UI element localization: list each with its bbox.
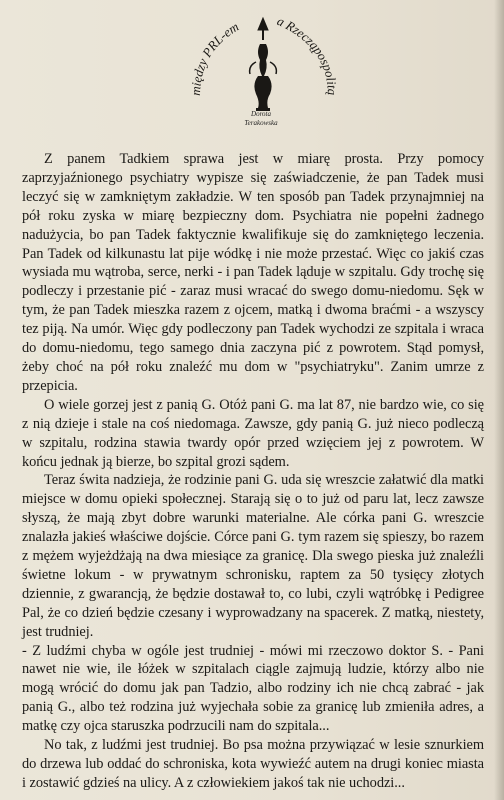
article-body <box>22 150 484 793</box>
author-last-name: Terakowska <box>244 119 278 127</box>
column-header-emblem <box>178 4 348 144</box>
statue-figure-icon <box>250 18 277 111</box>
paragraph: - Z ludźmi chyba w ogóle jest trudniej - mówi mi rzeczowo doktor S. - Pani nawet nie wie, ile łóżek w szpitalach ciągle zajmują ludzie, którzy albo nie mogą wrócić do domu jak pan Tadzio, albo rodziny ich nie chcą zabrać - jak panią G., albo też rodzina już wyjechała sobie za granicę lub zmieniła adres, a matkę czy ojca staruszka podrzucili nam do szpitala... <box>22 642 484 735</box>
page-edge-shadow <box>494 0 504 800</box>
header-right-arc-text: a Rzecząpospolitą <box>274 13 341 96</box>
author-first-name: Dorota <box>251 110 271 118</box>
paragraph: Z panem Tadkiem sprawa jest w miarę prosta. Przy pomocy zaprzyjaźnionego psychiatry wypisze się zaświadczenie, że pan Tadek musi leczyć się w zamkniętym zakładzie. W ten sposób pan Tadek przynajmniej na pół roku zyska w miarę bezpieczny dom. Psychiatra nie popełni żadnego nadużycia, bo pan Tadek faktycznie kwalifikuje się do zamkniętego leczenia. Pan Tadek od kilkunastu lat pije wódkę i nie może przestać. Więc co jakiś czas wysiada mu wątroba, serce, nerki - i pan Tadek ląduje w szpitalu. Gdy trochę się podleczy i przestanie pić - zaraz musi wracać do swego domu-niedomu. Sęk w tym, że pan Tadek mieszka razem z ojcem, matką i dwoma braćmi - a wszyscy tez piją. Na umór. Więc gdy podleczony pan Tadek wychodzi ze szpitala i wraca do domu-niedomu, tego samego dnia zaczyna pić z powrotem. Stąd pomysł, żeby choć na pół roku znaleźć mu dom w "psychiatryku". Zanim umrze z przepicia. <box>22 151 484 394</box>
header-left-arc-text: między PRL-em <box>187 18 242 97</box>
author-name <box>226 110 296 128</box>
paragraph: O wiele gorzej jest z panią G. Otóż pani G. ma lat 87, nie bardzo wie, co się z nią dzieje i stale na coś niedomaga. Zawsze, gdy panią G. już nieco podleczą w szpitalu, rodzina stawia twardy opór przed wzięciem jej z powrotem. W końcu jednak ją bierze, bo szpital grozi sądem. <box>22 396 484 470</box>
paragraph: Teraz świta nadzieja, że rodzinie pani G. uda się wreszcie załatwić dla matki miejsce w domu opieki społecznej. Starają się o to już od paru lat, lecz zawsze słyszą, że mają zbyt dobre warunki materialne. Ale córka pani G. wreszcie znalazła jakieś właściwe dojście. Córce pani G. tym razem się spieszy, bo razem z mężem wyjeżdżają na dwa miesiące za granicę. Dla swego pieska już znaleźli świetne lokum - w prywatnym schronisku, raptem za 50 tysięcy złotych dziennie, z gwarancją, że będzie dostawał to, co lubi, czyli wątróbkę i Pedigree Pal, że co dzień będzie czesany i wyprowadzany na spacerek. Z matką, niestety, jest trudniej. <box>22 472 484 640</box>
paragraph: No tak, z ludźmi jest trudniej. Bo psa można przywiązać w lesie sznurkiem do drzewa lub oddać do schroniska, kota wywieźć autem na drugi koniec miasta i zostawić gdzieś na ulicy. A z człowiekiem jakoś tak nie uchodzi... <box>22 737 484 791</box>
